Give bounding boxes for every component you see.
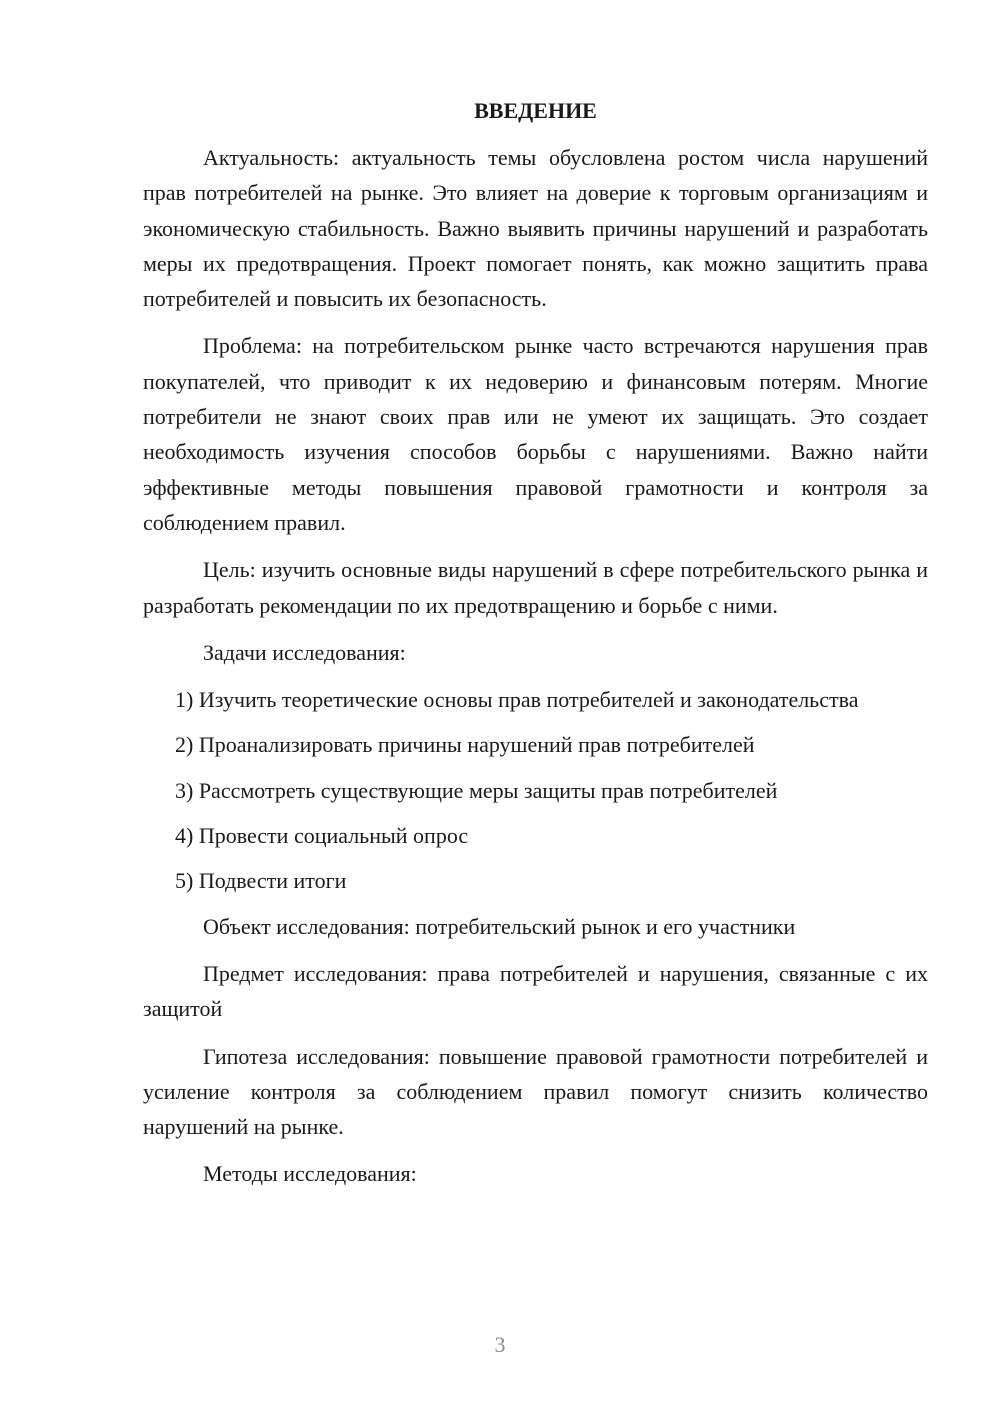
goal-paragraph: Цель: изучить основные виды нарушений в сфере потребительского рынка и разработать рекомендации по их предотвращению и борьбе с ними. (143, 557, 928, 618)
task-item-4: 4) Провести социальный опрос (175, 823, 469, 849)
subject-paragraph: Предмет исследования: права потребителей и нарушения, связанные с их защитой (143, 960, 928, 1022)
task-item-1: 1) Изучить теоретические основы прав потребителей и законодательства (175, 687, 859, 713)
object-paragraph: Объект исследования: потребительский рынок и его участники (203, 913, 796, 939)
tasks-heading: Задачи исследования: (203, 639, 406, 665)
page-number: 3 (494, 1332, 506, 1357)
hypothesis-paragraph: Гипотеза исследования: повышение правовой грамотности потребителей и усиление контроля за соблюдением правил помогут снизить количество нарушений на рынке. (143, 1043, 928, 1140)
page-content (143, 93, 928, 1192)
methods-heading: Методы исследования: (203, 1161, 417, 1187)
section-title: ВВЕДЕНИЕ (474, 98, 597, 123)
task-item-2: 2) Проанализировать причины нарушений прав потребителей (175, 732, 755, 758)
problem-paragraph: Проблема: на потребительском рынке часто встречаются нарушения прав покупателей, что приводит к их недоверию и финансовым потерям. Многие потребители не знают своих прав или не умеют их защищать. Это создает необходимость изучения способов борьбы с нарушениями. Важно найти эффективные методы повышения правовой грамотности и контроля за соблюдением правил. (143, 333, 928, 535)
task-item-5: 5) Подвести итоги (175, 868, 347, 894)
relevance-paragraph: Актуальность: актуальность темы обусловлена ростом числа нарушений прав потребителей на рынке. Это влияет на доверие к торговым организациям и экономическую стабильность. Важно выявить причины нарушений и разработать меры их предотвращения. Проект помогает понять, как можно защитить права потребителей и повысить их безопасность. (143, 145, 928, 312)
task-item-3: 3) Рассмотреть существующие меры защиты прав потребителей (175, 777, 778, 803)
